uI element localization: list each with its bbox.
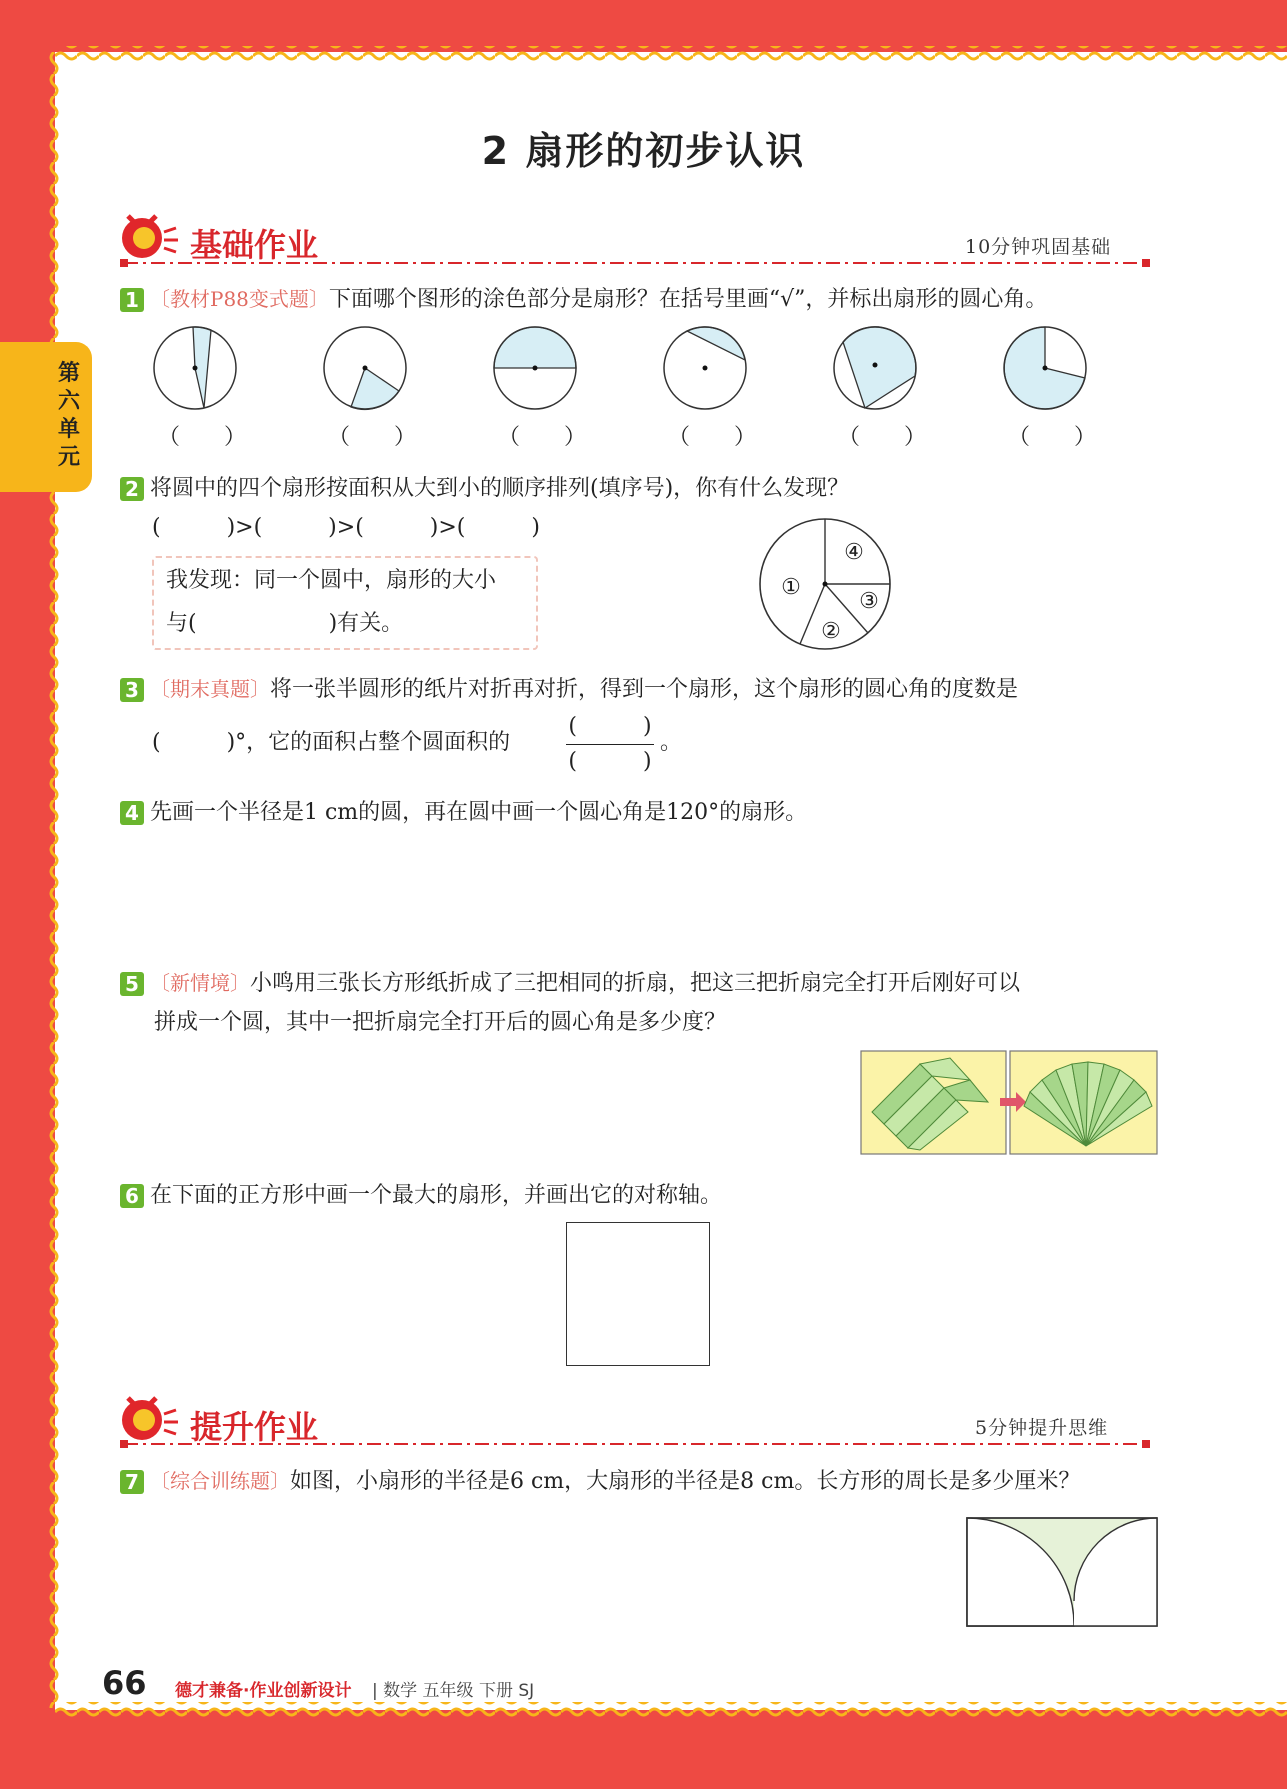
question-3 — [120, 674, 1018, 705]
q1-tag: 〔教材P88变式题〕 — [150, 287, 329, 311]
page-number: 66 — [102, 1664, 147, 1702]
question-4 — [120, 798, 807, 828]
q6-text: 在下面的正方形中画一个最大的扇形，并画出它的对称轴。 — [150, 1183, 723, 1208]
q3-frac-bottom: ( ) — [568, 749, 652, 774]
q1-text: 下面哪个图形的涂色部分是扇形？在括号里画“√”，并标出扇形的圆心角。 — [328, 287, 1048, 312]
footer-subtitle: | 数学 五年级 下册 SJ — [372, 1681, 535, 1701]
question-1 — [120, 284, 1047, 315]
footer-brand: 德才兼备·作业创新设计 — [175, 1681, 352, 1701]
q2-finding-line2[interactable]: 与( )有关。 — [166, 611, 404, 636]
alarm-clock-icon — [118, 210, 180, 262]
q1-answer-3[interactable]: （ ） — [498, 425, 587, 450]
q1-answer-2[interactable]: （ ） — [328, 425, 417, 450]
section-divider-2 — [120, 1437, 1160, 1451]
q3-end: 。 — [660, 730, 683, 755]
page-title: 2 扇形的初步认识 — [481, 129, 806, 173]
question-6 — [120, 1181, 722, 1211]
q1-answer-4[interactable]: （ ） — [668, 425, 757, 450]
q5-tag: 〔新情境〕 — [150, 971, 250, 995]
q4-number: 4 — [120, 801, 144, 825]
q2-text: 将圆中的四个扇形按面积从大到小的顺序排列(填序号)，你有什么发现？ — [150, 476, 850, 501]
q5-number: 5 — [120, 972, 144, 996]
section-title-basic: 基础作业 — [190, 226, 319, 264]
q7-tag: 〔综合训练题〕 — [150, 1469, 290, 1493]
q1-answer-1[interactable]: （ ） — [158, 425, 247, 450]
q2-label-1: ① — [781, 575, 801, 600]
q3-number: 3 — [120, 678, 144, 702]
q5-text-1: 小鸣用三张长方形纸折成了三把相同的折扇，把这三把折扇完全打开后刚好可以 — [250, 971, 1021, 996]
q2-label-3: ③ — [859, 589, 879, 614]
q1-number: 1 — [120, 288, 144, 312]
q5-text-2: 拼成一个圆，其中一把折扇完全打开后的圆心角是多少度？ — [154, 1010, 727, 1035]
q2-label-4: ④ — [844, 540, 864, 565]
q4-drawing-area[interactable] — [152, 840, 1152, 960]
question-2 — [120, 474, 849, 504]
section-note-basic: 10分钟巩固基础 — [965, 236, 1112, 258]
question-7 — [120, 1466, 1080, 1497]
q6-number: 6 — [120, 1184, 144, 1208]
q7-rectangle-figure — [966, 1517, 1160, 1629]
q3-frac-top: ( ) — [568, 714, 652, 739]
q7-text: 如图，小扇形的半径是6 cm，大扇形的半径是8 cm。长方形的周长是多少厘米？ — [290, 1469, 1081, 1494]
question-5 — [120, 968, 1020, 999]
q2-order-line[interactable]: ( )>( )>( )>( ) — [152, 515, 540, 540]
q7-number: 7 — [120, 1470, 144, 1494]
q2-finding-line1: 我发现：同一个圆中，扇形的大小 — [166, 568, 497, 593]
q3-fraction[interactable] — [560, 712, 660, 777]
q3-text: 将一张半圆形的纸片对折再对折，得到一个扇形，这个扇形的圆心角的度数是 — [270, 677, 1019, 702]
q3-frac-bar — [566, 744, 654, 745]
q2-number: 2 — [120, 477, 144, 501]
q4-text: 先画一个半径是1 cm的圆，再在圆中画一个圆心角是120°的扇形。 — [150, 800, 808, 825]
q3-tag: 〔期末真题〕 — [150, 677, 270, 701]
q1-answer-6[interactable]: （ ） — [1008, 425, 1097, 450]
q6-square[interactable] — [566, 1222, 710, 1366]
unit-tab-label: 第六单元 — [57, 361, 80, 470]
q1-circles — [140, 318, 1140, 418]
q2-label-2: ② — [821, 619, 841, 644]
q1-answer-5[interactable]: （ ） — [838, 425, 927, 450]
folding-fan-illustration — [860, 1050, 1160, 1156]
q3-line2[interactable]: ( )°，它的面积占整个圆面积的 — [152, 730, 511, 755]
section-title-advanced: 提升作业 — [190, 1408, 319, 1446]
q2-circle-diagram — [755, 514, 895, 654]
section-note-advanced: 5分钟提升思维 — [975, 1417, 1109, 1439]
section-divider — [120, 256, 1160, 270]
